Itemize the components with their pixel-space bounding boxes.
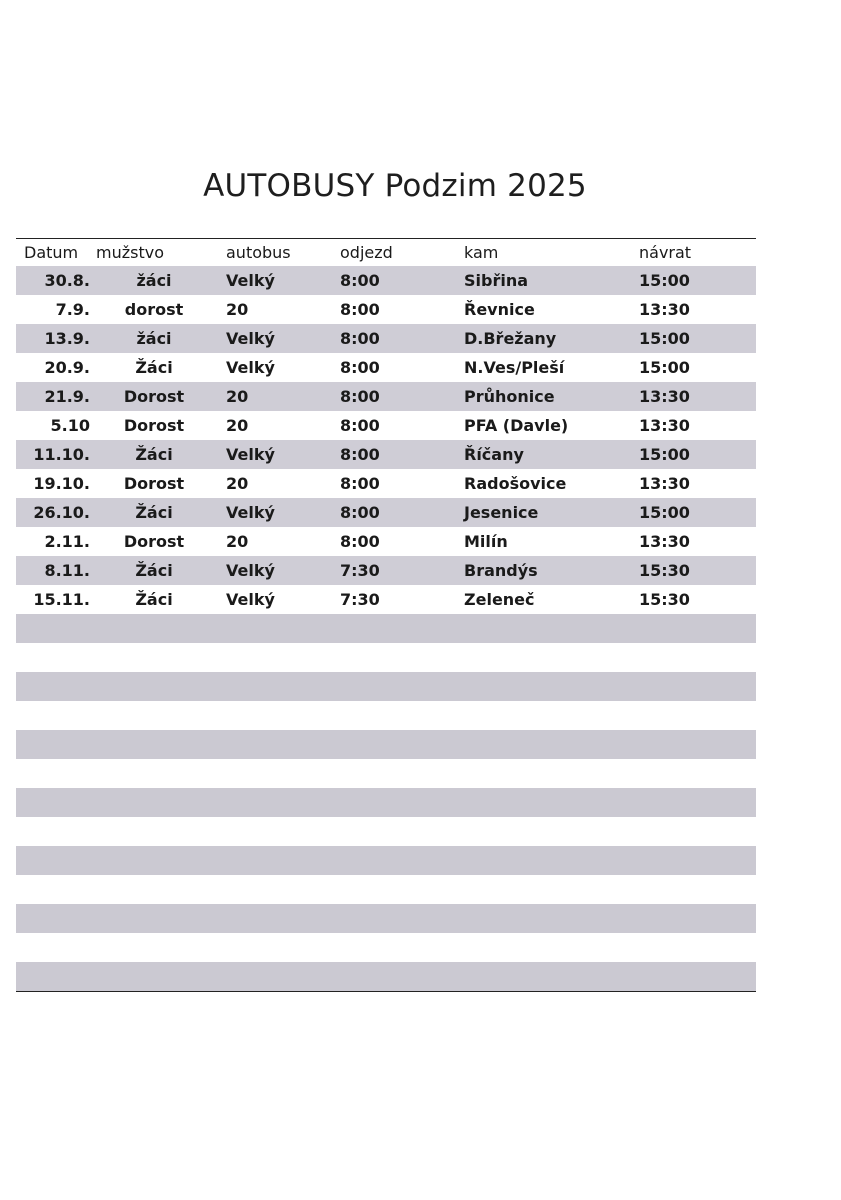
cell-bus: Velký: [226, 358, 275, 377]
cell-destination: Průhonice: [464, 387, 555, 406]
empty-row: [16, 614, 756, 643]
table-row: [16, 498, 756, 527]
cell-destination: Brandýs: [464, 561, 538, 580]
empty-row: [16, 643, 756, 672]
cell-team: Dorost: [123, 474, 185, 493]
cell-date: 21.9.: [44, 387, 90, 406]
cell-date: 19.10.: [33, 474, 90, 493]
cell-date: 26.10.: [33, 503, 90, 522]
cell-departure: 7:30: [340, 590, 380, 609]
cell-return: 13:30: [639, 387, 690, 406]
cell-date: 30.8.: [44, 271, 90, 290]
table-row: [16, 527, 756, 556]
cell-destination: D.Břežany: [464, 329, 557, 348]
cell-date: 5.10: [50, 416, 90, 435]
table-row: [16, 440, 756, 469]
table-row: [16, 382, 756, 411]
cell-team: Žáci: [135, 503, 173, 522]
table-row: [16, 585, 756, 614]
cell-departure: 8:00: [340, 416, 380, 435]
cell-departure: 8:00: [340, 474, 380, 493]
cell-departure: 7:30: [340, 561, 380, 580]
cell-departure: 8:00: [340, 445, 380, 464]
table-row: [16, 295, 756, 324]
table-row: [16, 469, 756, 498]
cell-return: 15:00: [639, 445, 690, 464]
cell-bus: 20: [226, 300, 249, 319]
cell-return: 15:00: [639, 271, 690, 290]
table-header-row: [16, 239, 756, 266]
table-row: [16, 411, 756, 440]
empty-row: [16, 904, 756, 933]
table-bottom-rule: [16, 991, 756, 992]
cell-destination: Milín: [464, 532, 508, 551]
cell-return: 15:00: [639, 329, 690, 348]
table-row: [16, 324, 756, 353]
cell-return: 15:00: [639, 503, 690, 522]
cell-departure: 8:00: [340, 532, 380, 551]
cell-destination: N.Ves/Pleší: [464, 358, 565, 377]
cell-bus: 20: [226, 387, 249, 406]
cell-departure: 8:00: [340, 271, 380, 290]
empty-row: [16, 962, 756, 991]
cell-date: 8.11.: [44, 561, 90, 580]
empty-row: [16, 759, 756, 788]
cell-departure: 8:00: [340, 358, 380, 377]
cell-bus: 20: [226, 532, 249, 551]
cell-bus: Velký: [226, 590, 275, 609]
cell-bus: Velký: [226, 271, 275, 290]
cell-return: 13:30: [639, 300, 690, 319]
cell-team: žáci: [136, 271, 172, 290]
cell-departure: 8:00: [340, 300, 380, 319]
cell-date: 7.9.: [55, 300, 90, 319]
cell-date: 15.11.: [33, 590, 90, 609]
cell-bus: Velký: [226, 445, 275, 464]
cell-destination: PFA (Davle): [464, 416, 569, 435]
cell-return: 13:30: [639, 416, 690, 435]
empty-row: [16, 846, 756, 875]
cell-date: 2.11.: [44, 532, 90, 551]
bus-schedule-table: [16, 238, 756, 992]
header-team: mužstvo: [96, 243, 164, 262]
cell-destination: Zeleneč: [464, 590, 535, 609]
header-return: návrat: [639, 243, 692, 262]
table-row: [16, 556, 756, 585]
cell-destination: Radošovice: [464, 474, 567, 493]
cell-destination: Jesenice: [464, 503, 539, 522]
cell-bus: 20: [226, 416, 249, 435]
empty-row: [16, 933, 756, 962]
cell-destination: Sibřina: [464, 271, 529, 290]
cell-departure: 8:00: [340, 387, 380, 406]
empty-row: [16, 788, 756, 817]
header-date: Datum: [24, 243, 79, 262]
cell-bus: Velký: [226, 329, 275, 348]
cell-departure: 8:00: [340, 329, 380, 348]
cell-return: 15:00: [639, 358, 690, 377]
table-empty-rows: [16, 614, 756, 991]
cell-bus: 20: [226, 474, 249, 493]
header-departure: odjezd: [340, 243, 393, 262]
cell-team: Dorost: [123, 532, 185, 551]
table-row: [16, 266, 756, 295]
cell-return: 13:30: [639, 474, 690, 493]
cell-team: Žáci: [135, 561, 173, 580]
cell-bus: Velký: [226, 503, 275, 522]
cell-team: Žáci: [135, 358, 173, 377]
cell-return: 15:30: [639, 561, 690, 580]
cell-return: 15:30: [639, 590, 690, 609]
header-bus: autobus: [226, 243, 291, 262]
empty-row: [16, 875, 756, 904]
header-destination: kam: [464, 243, 499, 262]
cell-team: Žáci: [135, 445, 173, 464]
cell-return: 13:30: [639, 532, 690, 551]
cell-team: Dorost: [123, 387, 185, 406]
cell-team: Dorost: [123, 416, 185, 435]
page-title: AUTOBUSY Podzim 2025: [203, 168, 587, 204]
cell-destination: Říčany: [464, 445, 524, 464]
cell-departure: 8:00: [340, 503, 380, 522]
empty-row: [16, 701, 756, 730]
cell-team: žáci: [136, 329, 172, 348]
empty-row: [16, 730, 756, 759]
table-body: [16, 266, 756, 614]
cell-destination: Řevnice: [464, 300, 535, 319]
cell-team: dorost: [124, 300, 184, 319]
empty-row: [16, 817, 756, 846]
cell-date: 20.9.: [44, 358, 90, 377]
empty-row: [16, 672, 756, 701]
cell-date: 13.9.: [44, 329, 90, 348]
cell-date: 11.10.: [33, 445, 90, 464]
cell-bus: Velký: [226, 561, 275, 580]
cell-team: Žáci: [135, 590, 173, 609]
table-row: [16, 353, 756, 382]
